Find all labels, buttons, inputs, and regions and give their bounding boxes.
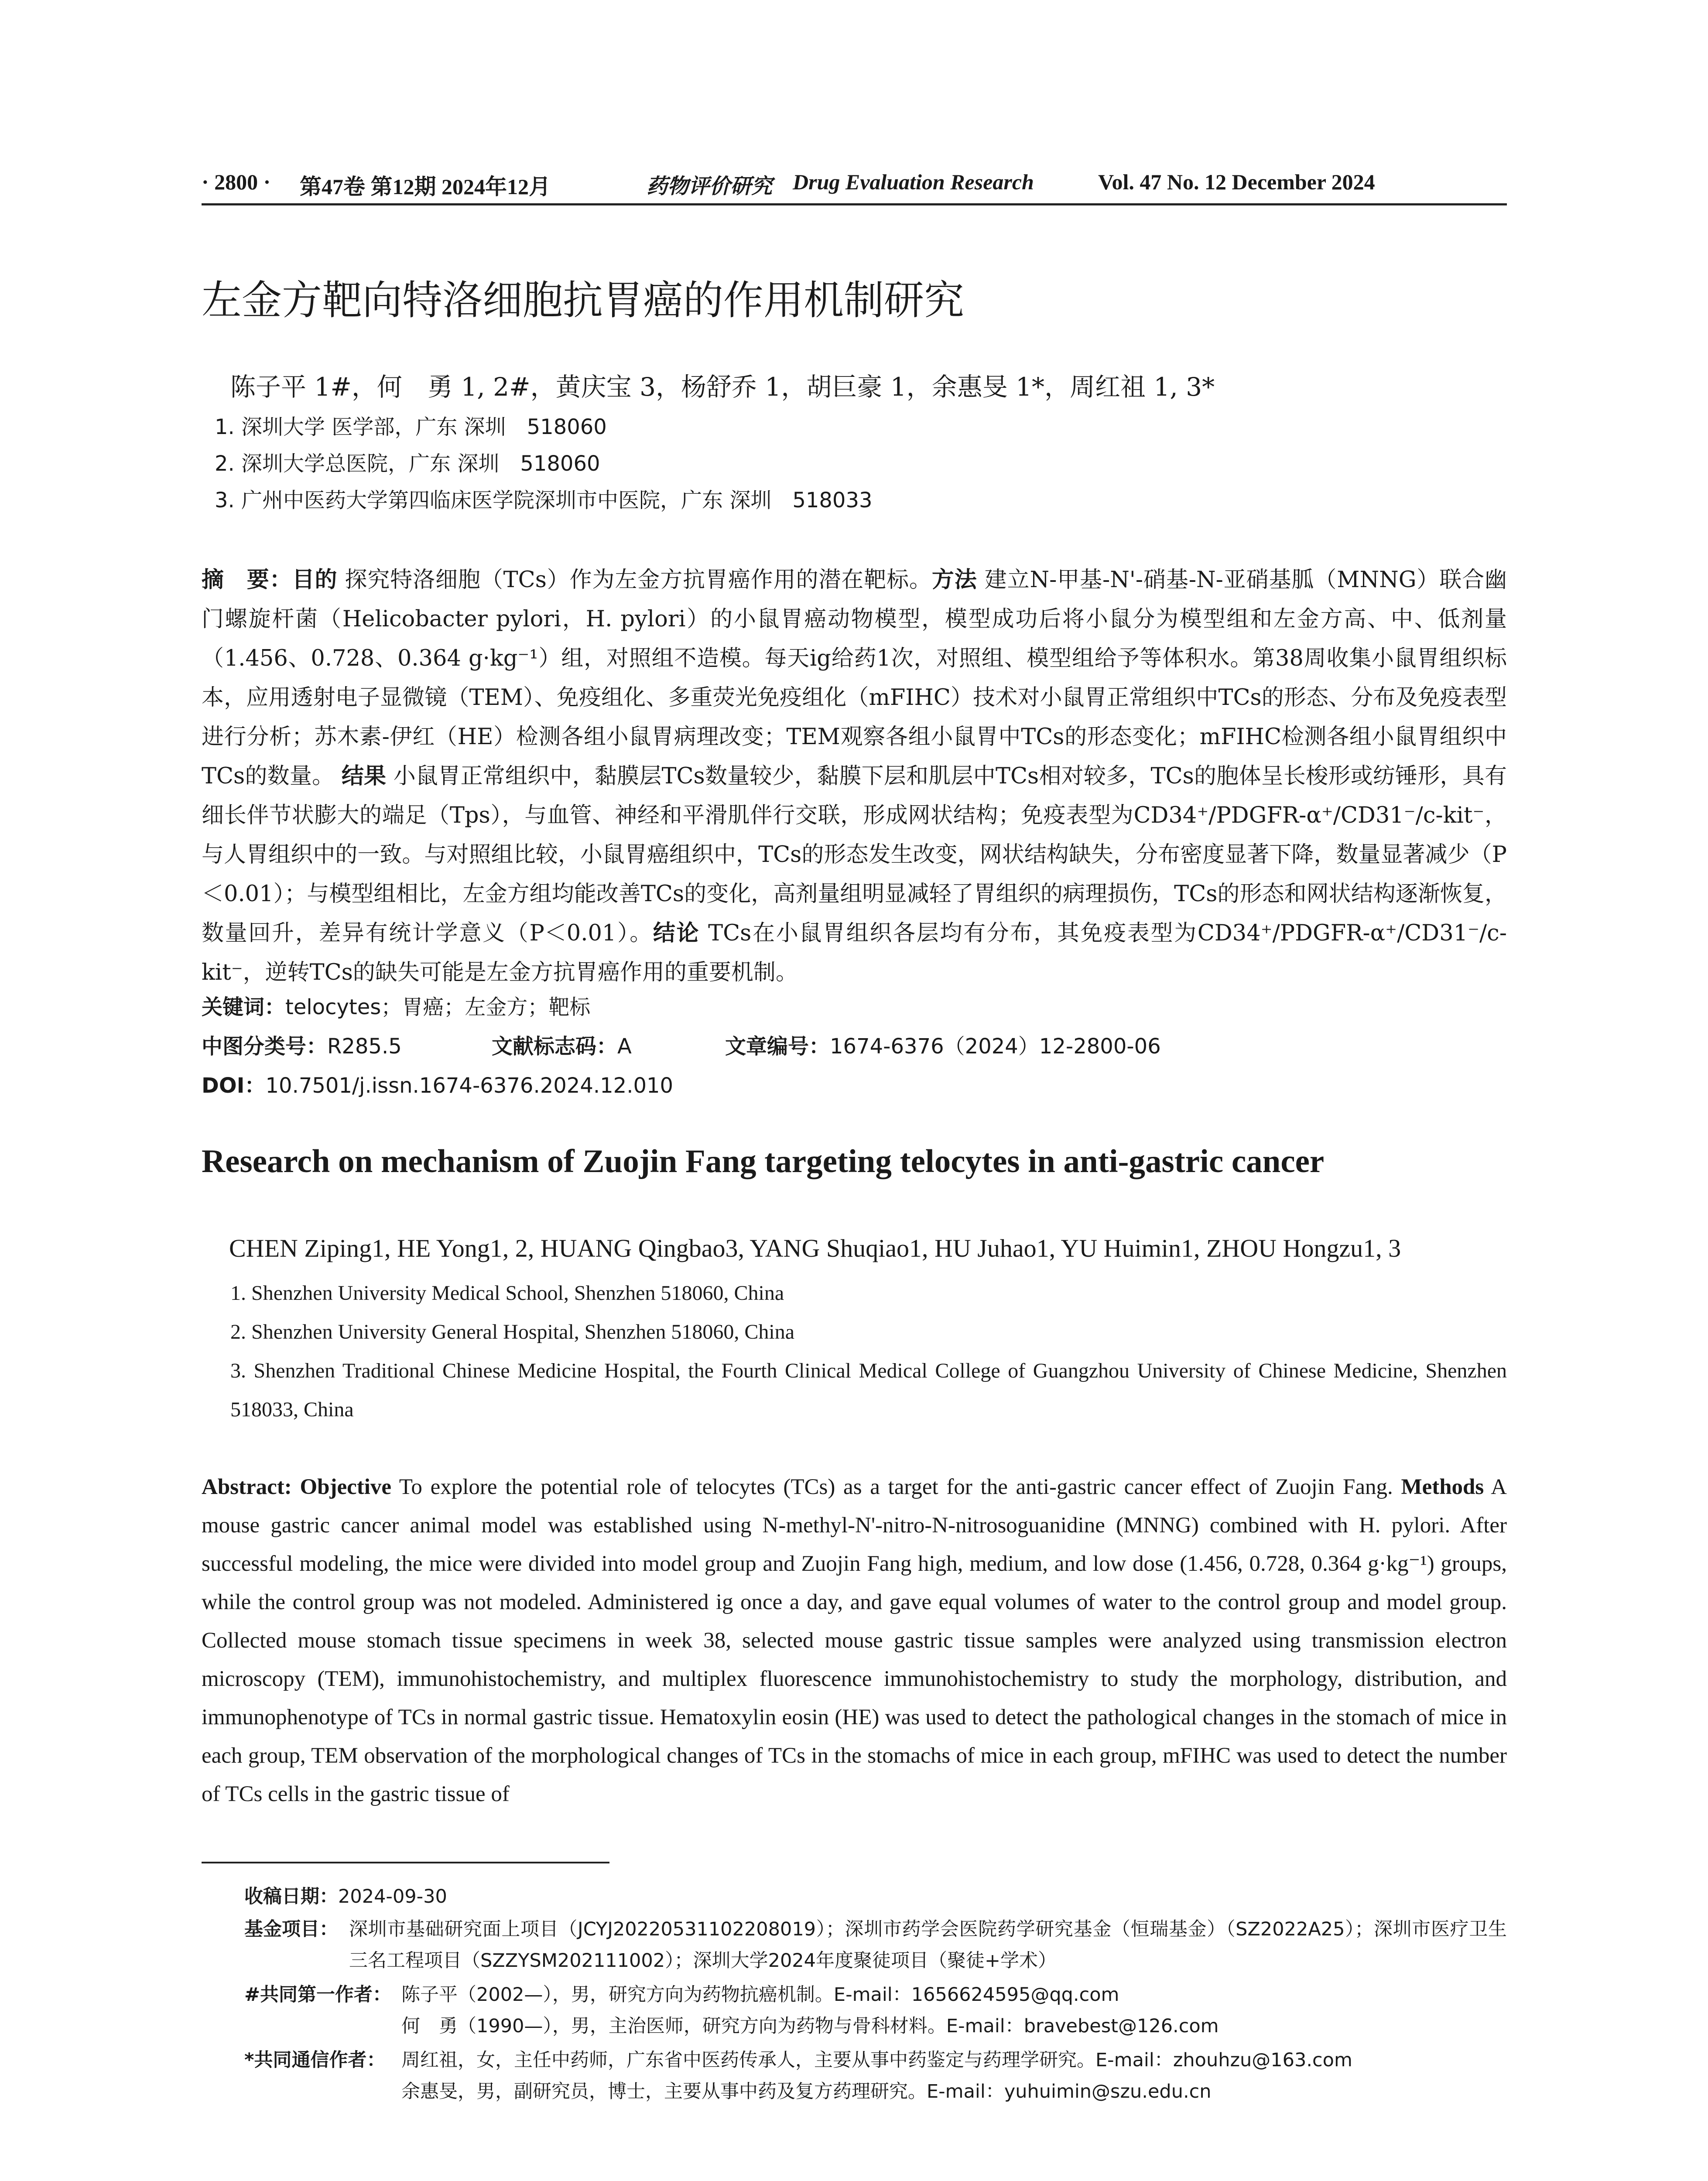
first-author-1: 陈子平（2002—），男，研究方向为药物抗癌机制。E-mail：1656624595@qq.com [401,1984,1119,2006]
corresponding-label: *共同通信作者： [244,2049,386,2071]
objective-label: 目的 [292,567,338,593]
running-header [202,165,1510,204]
page-number: · 2800 · [202,170,271,194]
affiliation-cn-2: 2. 深圳大学总医院，广东 深圳 518060 [215,451,600,476]
fund-text: 深圳市基础研究面上项目（JCYJ20220531102208019）；深圳市药学会医院药学研究基金（恒瑞基金）（SZ2022A25）；深圳市医疗卫生三名工程项目（SZZYSM202111002）；深圳大学2024年度聚徒项目（聚徒+学术） [349,1918,1507,1972]
abstract-cn-label: 摘 要： [202,567,292,593]
affiliation-en-1: 1. Shenzhen University Medical School, Shenzhen 518060, China [230,1282,784,1305]
objective-en-label: Objective [300,1475,392,1499]
conclusion-label: 结论 [653,920,700,946]
objective-text: 探究特洛细胞（TCs）作为左金方抗胃癌作用的潜在靶标。 [345,567,932,593]
title-cn: 左金方靶向特洛细胞抗胃癌的作用机制研究 [202,277,965,324]
results-text: 小鼠胃正常组织中，黏膜层TCs数量较少，黏膜下层和肌层中TCs相对较多，TCs的胞体呈长梭形或纺锤形，具有细长伴节状膨大的端足（Tps），与血管、神经和平滑肌伴行交联，形成网状结构；免疫表型为CD34⁺/PDGFR-α⁺/CD31⁻/c-kit⁻，与人胃组织中的一致。与对照组比较，小鼠胃癌组织中，TCs的形态发生改变，网状结构缺失，分布密度显著下降，数量显著减少（P＜0.01）；与模型组相比，左金方组均能改善TCs的变化，高剂量组明显减轻了胃组织的病理损伤，TCs的形态和网状结构逐渐恢复，数量回升，差异有统计学意义（P＜0.01）。 [202,763,1507,946]
title-en: Research on mechanism of Zuojin Fang targeting telocytes in anti-gastric cancer [202,1143,1325,1179]
conclusion-text: TCs在小鼠胃组织各层均有分布，其免疫表型为CD34⁺/PDGFR-α⁺/CD31⁻/c-kit⁻，逆转TCs的缺失可能是左金方抗胃癌作用的重要机制。 [202,920,1507,985]
methods-en-label: Methods [1401,1475,1484,1499]
abstract-cn [202,561,1507,992]
fund-projects [244,1914,1507,1976]
doc-code-value: A [617,1034,632,1059]
affiliation-en-2: 2. Shenzhen University General Hospital, Shenzhen 518060, China [230,1320,795,1343]
abstract-en [202,1468,1507,1813]
classification [202,1029,1205,1060]
doi-label: DOI： [202,1073,266,1098]
authors-cn: 陈子平 1#，何 勇 1, 2#，黄庆宝 3，杨舒乔 1，胡巨豪 1，余惠旻 1*，周红祖 1, 3* [230,372,1215,402]
methods-en-text: A mouse gastric cancer animal model was established using N-methyl-N'-nitro-N-nitrosoguanidine (MNNG) combined with H. pylori. After successful modeling, the mice were divided into model group and Zuojin Fang high, medium, and low dose (1.456, 0.728, 0.364 g·kg⁻¹) groups, while the control group was not modeled. Administered ig once a day, and gave equal volumes of water to the control group and model group. Collected mouse stomach tissue specimens in week 38, selected mouse gastric tissue samples were analyzed using transmission electron microscopy (TEM), immunohistochemistry, and multiplex fluorescence immunohistochemistry to study the morphology, distribution, and immunophenotype of TCs in normal gastric tissue. Hematoxylin eosin (HE) was used to detect the pathological changes in the stomach of mice in each group, TEM observation of the morphological changes of TCs in the stomachs of mice in each group, mFIHC was used to detect the number of TCs cells in the gastric tissue of [202,1475,1507,1806]
clc-value: R285.5 [327,1034,402,1059]
first-author-label: #共同第一作者： [244,1984,392,2006]
journal-name-en: Drug Evaluation Research [793,170,1034,194]
keywords [202,990,590,1020]
corresponding-authors [244,2044,1507,2107]
journal-logo: 药物评价研究 [647,174,773,198]
keywords-value: telocytes；胃癌；左金方；靶标 [285,995,591,1019]
article-number-value: 1674-6376（2024）12-2800-06 [830,1034,1161,1059]
fund-label: 基金项目： [244,1918,338,1940]
doc-code-label: 文献标志码： [492,1034,618,1059]
doi-value[interactable]: 10.7501/j.issn.1674-6376.2024.12.010 [265,1073,674,1098]
affiliation-en-3: 3. Shenzhen Traditional Chinese Medicine Hospital, the Fourth Clinical Medical College of Guangzhou University of Chinese Medicine, Shenzhen 518033, China [230,1359,1507,1421]
issue-en: Vol. 47 No. 12 December 2024 [1098,170,1375,194]
footnote-rule [202,1862,609,1863]
methods-label: 方法 [931,567,977,593]
doi [202,1069,673,1099]
header-rule [202,203,1507,205]
issue-cn: 第47卷 第12期 2024年12月 [300,174,551,199]
objective-en-text: To explore the potential role of telocytes (TCs) as a target for the anti-gastric cancer effect of Zuojin Fang. [399,1475,1393,1499]
first-authors [244,1979,1507,2042]
methods-text: 建立N-甲基-N'-硝基-N-亚硝基胍（MNNG）联合幽门螺旋杆菌（Helicobacter pylori，H. pylori）的小鼠胃癌动物模型，模型成功后将小鼠分为模型组和左金方高、中、低剂量（1.456、0.728、0.364 g·kg⁻¹）组，对照组不造模。每天ig给药1次，对照组、模型组给予等体积水。第38周收集小鼠胃组织标本，应用透射电子显微镜（TEM）、免疫组化、多重荧光免疫组化（mFIHC）技术对小鼠胃正常组织中TCs的形态、分布及免疫表型进行分析；苏木素-伊红（HE）检测各组小鼠胃病理改变；TEM观察各组小鼠胃中TCs的形态变化；mFIHC检测各组小鼠胃组织中TCs的数量。 [202,567,1507,789]
affiliation-cn-3: 3. 广州中医药大学第四临床医学院深圳市中医院，广东 深圳 518033 [215,488,873,513]
first-author-2: 何 勇（1990—），男，主治医师，研究方向为药物与骨科材料。E-mail：bravebest@126.com [401,2015,1219,2037]
affiliation-cn-1: 1. 深圳大学 医学部，广东 深圳 518060 [215,415,607,439]
corresponding-2: 余惠旻，男，副研究员，博士，主要从事中药及复方药理研究。E-mail：yuhuimin@szu.edu.cn [401,2081,1212,2102]
received-label: 收稿日期： [244,1886,338,1908]
keywords-label: 关键词： [202,995,286,1019]
clc-label: 中图分类号： [202,1034,328,1059]
authors-en: CHEN Ziping1, HE Yong1, 2, HUANG Qingbao3, YANG Shuqiao1, HU Juhao1, YU Huimin1, ZHOU Hongzu1, 3 [229,1234,1401,1262]
results-label: 结果 [341,763,387,789]
received-value: 2024-09-30 [338,1886,447,1908]
corresponding-1: 周红祖，女，主任中药师，广东省中医药传承人，主要从事中药鉴定与药理学研究。E-mail：zhouhzu@163.com [401,2049,1352,2071]
article-number-label: 文章编号： [725,1034,830,1059]
received-date [244,1881,447,1912]
abstract-en-label: Abstract: [202,1475,292,1499]
